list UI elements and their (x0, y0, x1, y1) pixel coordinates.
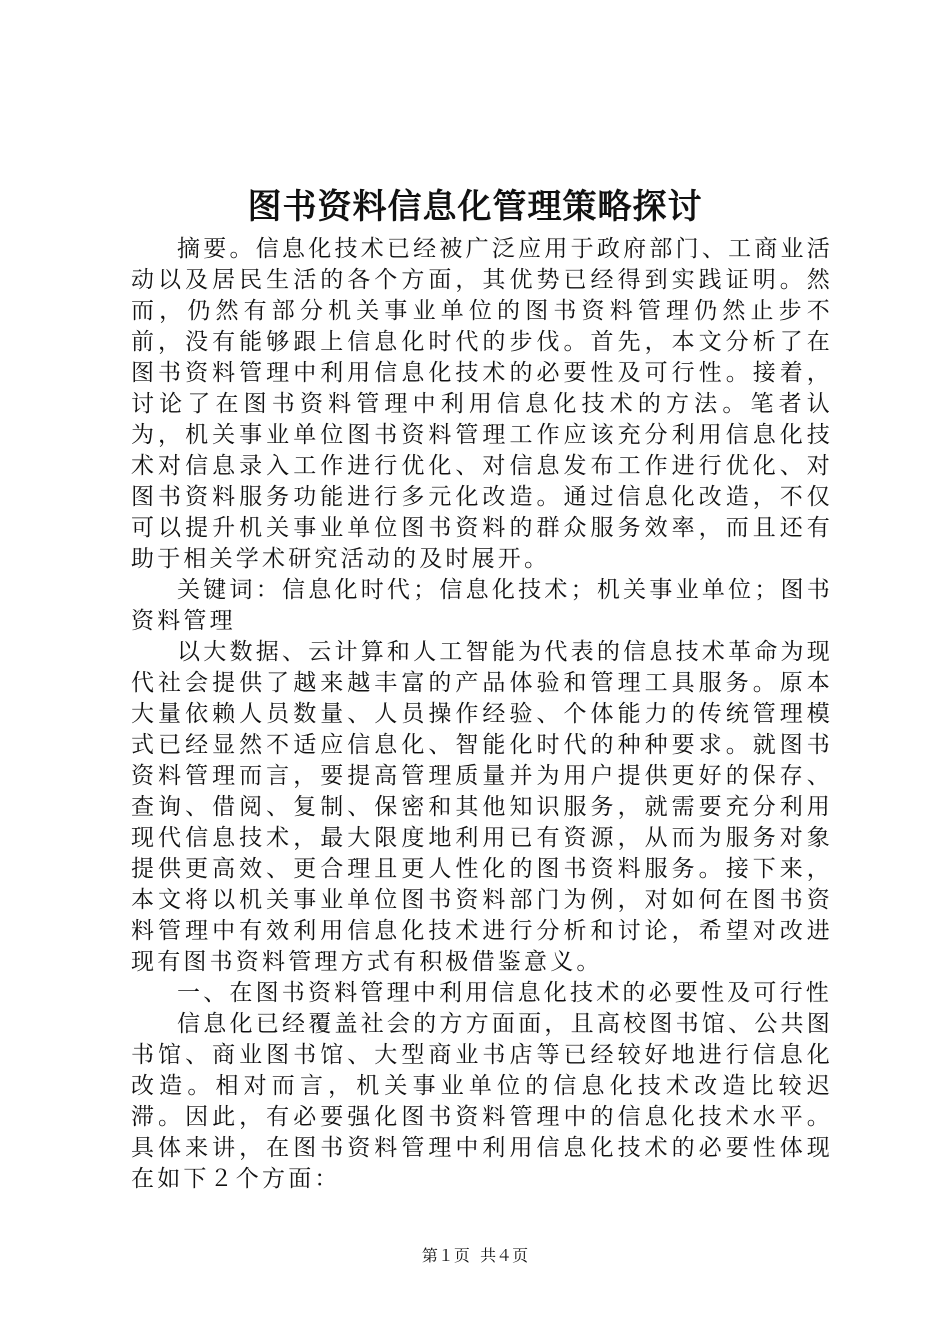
keywords-paragraph: 关键词：信息化时代；信息化技术；机关事业单位；图书资料管理 (131, 577, 833, 634)
page-total: 共４页 (480, 1246, 529, 1265)
document-body (131, 234, 833, 1195)
document-title: 图书资料信息化管理策略探讨 (247, 187, 703, 227)
section-heading: 一、在图书资料管理中利用信息化技术的必要性及可行性 (177, 980, 832, 1006)
page-number: 第１页 (421, 1246, 470, 1265)
abstract-paragraph: 摘要。信息化技术已经被广泛应用于政府部门、工商业活动以及居民生活的各个方面，其优势已经得到实践证明。然而，仍然有部分机关事业单位的图书资料管理仍然止步不前，没有能够跟上信息化时代的步伐。首先，本文分析了在图书资料管理中利用信息化技术的必要性及可行性。接着，讨论了在图书资料管理中利用信息化技术的方法。笔者认为，机关事业单位图书资料管理工作应该充分利用信息化技术对信息录入工作进行优化、对信息发布工作进行优化、对图书资料服务功能进行多元化改造。通过信息化改造，不仅可以提升机关事业单位图书资料的群众服务效率，而且还有助于相关学术研究活动的及时展开。 (131, 236, 833, 572)
page-footer (0, 1244, 950, 1268)
section-paragraph: 信息化已经覆盖社会的方方面面，且高校图书馆、公共图书馆、商业图书馆、大型商业书店等已经较好地进行信息化改造。相对而言，机关事业单位的信息化技术改造比较迟滞。因此，有必要强化图书资料管理中的信息化技术水平。具体来讲，在图书资料管理中利用信息化技术的必要性体现在如下２个方面： (131, 1011, 833, 1192)
intro-paragraph: 以大数据、云计算和人工智能为代表的信息技术革命为现代社会提供了越来越丰富的产品体验和管理工具服务。原本大量依赖人员数量、人员操作经验、个体能力的传统管理模式已经显然不适应信息化、智能化时代的种种要求。就图书资料管理而言，要提高管理质量并为用户提供更好的保存、查询、借阅、复制、保密和其他知识服务，就需要充分利用现代信息技术，最大限度地利用已有资源，从而为服务对象提供更高效、更合理且更人性化的图书资料服务。接下来，本文将以机关事业单位图书资料部门为例，对如何在图书资料管理中有效利用信息化技术进行分析和讨论，希望对改进现有图书资料管理方式有积极借鉴意义。 (131, 639, 833, 975)
